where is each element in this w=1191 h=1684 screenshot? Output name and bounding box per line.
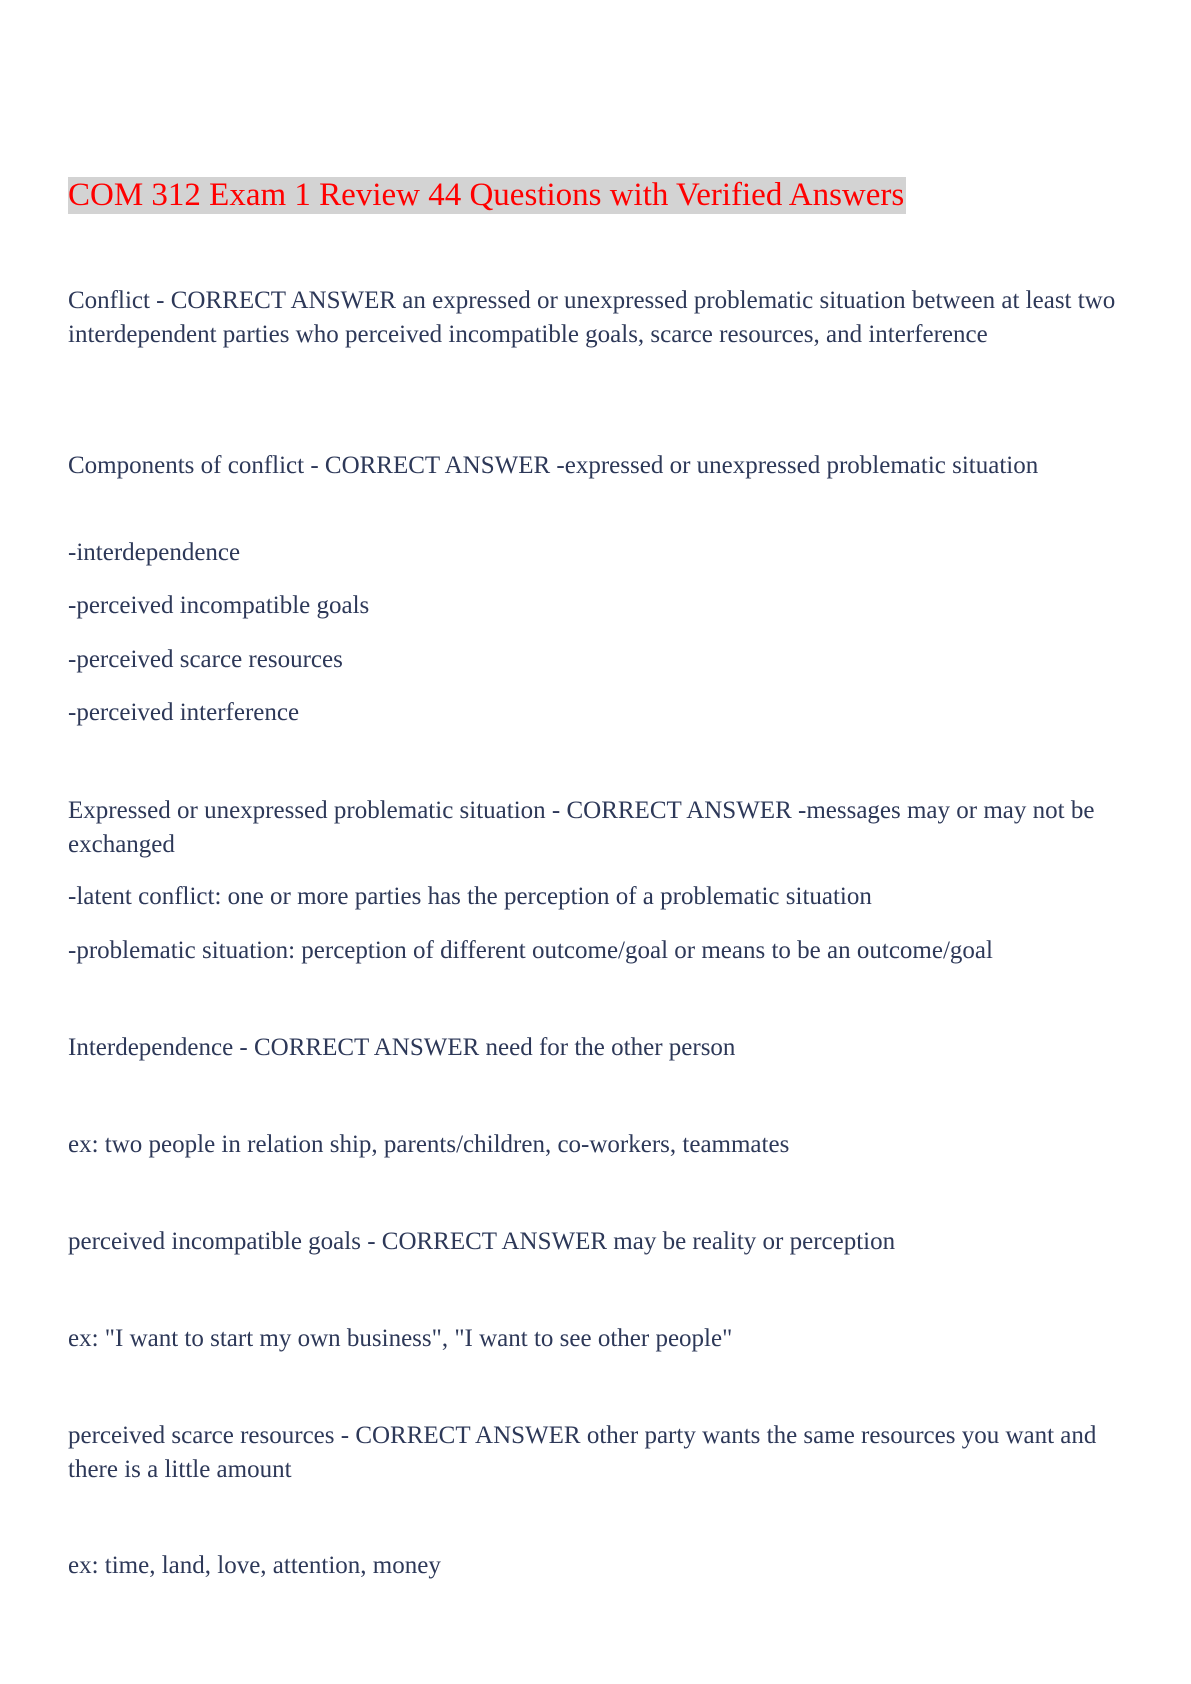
list-item: -interdependence: [68, 539, 241, 566]
list-item: -perceived incompatible goals: [68, 592, 370, 619]
example-text: ex: "I want to start my own business", "I want to see other people": [68, 1325, 733, 1352]
document-title: COM 312 Exam 1 Review 44 Questions with Verified Answers: [68, 177, 905, 213]
qa-expressed: Expressed or unexpressed problematic situation - CORRECT ANSWER -messages may or may not be exchanged: [68, 797, 1095, 858]
qa-incompatible-goals: perceived incompatible goals - CORRECT ANSWER may be reality or perception: [68, 1228, 896, 1255]
list-item: -perceived scarce resources: [68, 646, 343, 673]
list-item: -problematic situation: perception of different outcome/goal or means to be an outcome/goal: [68, 937, 993, 964]
qa-scarce-resources: perceived scarce resources - CORRECT ANSWER other party wants the same resources you want and there is a little amount: [68, 1422, 1097, 1483]
example-text: ex: two people in relation ship, parents/children, co-workers, teammates: [68, 1131, 790, 1158]
qa-conflict: Conflict - CORRECT ANSWER an expressed or unexpressed problematic situation between at least two interdependent parties who perceived incompatible goals, scarce resources, and interference: [68, 287, 1116, 348]
example-text: ex: time, land, love, attention, money: [68, 1552, 441, 1579]
qa-components: Components of conflict - CORRECT ANSWER -expressed or unexpressed problematic situation: [68, 452, 1039, 479]
list-item: -perceived interference: [68, 699, 300, 726]
qa-interdependence: Interdependence - CORRECT ANSWER need for the other person: [68, 1034, 736, 1061]
list-item: -latent conflict: one or more parties has the perception of a problematic situation: [68, 883, 872, 910]
